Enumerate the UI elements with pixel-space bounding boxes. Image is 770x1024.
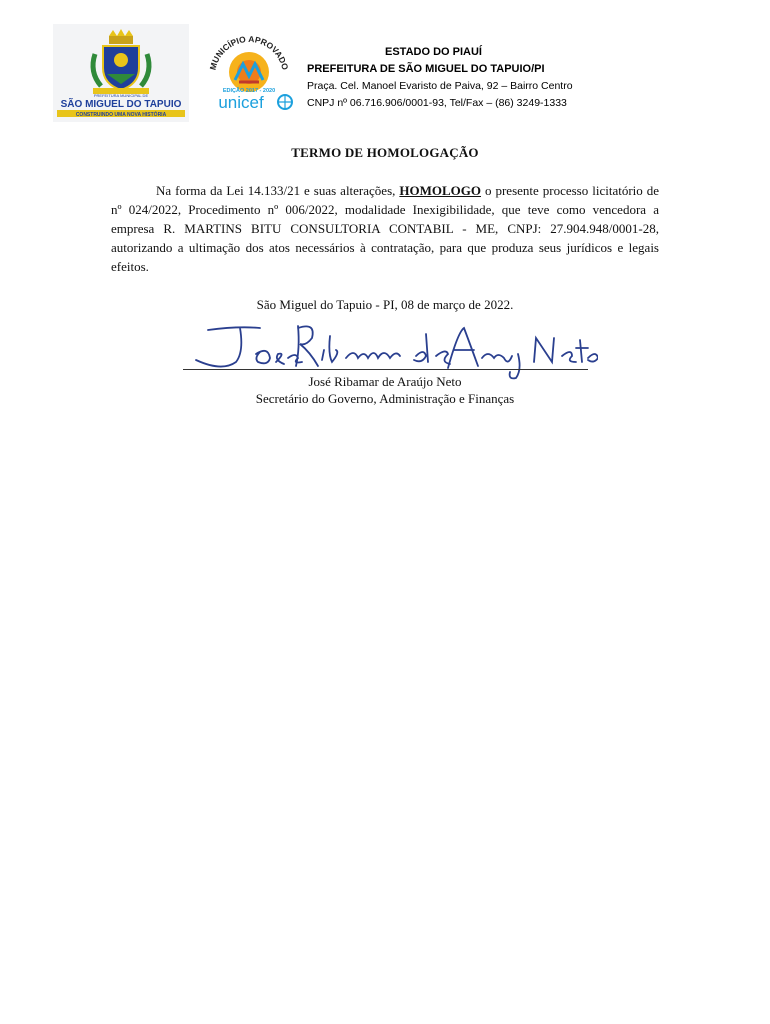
signer-block [0, 373, 770, 407]
prefecture-address: Praça. Cel. Manoel Evaristo de Paiva, 92 – Bairro Centro [307, 80, 573, 92]
prefecture-cnpj: CNPJ nº 06.716.906/0001-93, Tel/Fax – (86) 3249-1333 [307, 97, 567, 109]
handwritten-signature [178, 318, 598, 380]
unicef-edition: EDIÇÃO 2017 - 2020 [222, 88, 276, 94]
body-after: o presente processo licitatório de nº 024/2022, Procedimento nº 006/2022, modalidade Inexigibilidade, que teve como vencedora a empresa R. MARTINS BITU CONSULTORIA CONTABIL - ME, CNPJ: 27.904.948/0001-28, autorizando a ultimação dos atos necessários à contratação, para que produza seus jurídicos e legais efeitos. [111, 183, 660, 274]
letterhead [307, 44, 627, 112]
unicef-brand: unicef [218, 93, 264, 112]
signer-name: José Ribamar de Araújo Neto [308, 374, 462, 389]
document-body [111, 181, 659, 276]
municipal-coat-of-arms-icon [53, 24, 189, 122]
unicef-seal [201, 24, 297, 114]
prefecture-name: PREFEITURA DE SÃO MIGUEL DO TAPUIO/PI [307, 63, 545, 75]
unicef-arc-text: MUNICÍPIO APROVADO [207, 33, 291, 71]
signer-role: Secretário do Governo, Administração e Finanças [255, 391, 515, 406]
body-before: Na forma da Lei 14.133/21 e suas alterações, [156, 183, 396, 198]
place-date: São Miguel do Tapuio - PI, 08 de março de 2022. [256, 297, 514, 312]
municipal-logo [53, 24, 189, 122]
unicef-seal-icon [201, 24, 297, 114]
document-title: TERMO DE HOMOLOGAÇÃO [291, 145, 479, 160]
state-name: ESTADO DO PIAUÍ [385, 46, 482, 58]
signature-line [183, 369, 588, 370]
body-homologo: HOMOLOGO [399, 183, 481, 198]
municipal-logo-line3: CONSTRUINDO UMA NOVA HISTÓRIA [75, 112, 167, 118]
municipal-logo-line2: SÃO MIGUEL DO TAPUIO [60, 99, 182, 110]
municipal-logo-line1: PREFEITURA MUNICIPAL DE [93, 93, 149, 98]
